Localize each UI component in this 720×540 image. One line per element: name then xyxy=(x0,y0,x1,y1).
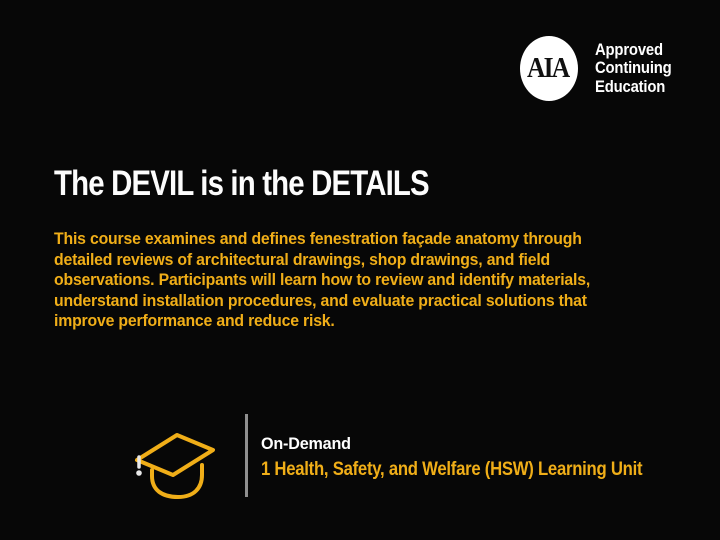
aia-logo-oval xyxy=(520,36,578,101)
description-line: This course examines and defines fenestration façade anatomy through xyxy=(54,229,582,248)
aia-logo-label xyxy=(595,41,672,97)
graduation-cap-icon xyxy=(126,424,226,516)
description-line: observations. Participants will learn how to review and identify materials, xyxy=(54,270,591,289)
aia-monogram: AIA xyxy=(527,52,569,84)
course-description xyxy=(54,229,590,332)
description-line: detailed reviews of architectural drawings, shop drawings, and field xyxy=(54,249,551,269)
footer-text-block xyxy=(261,434,694,481)
description-line: understand installation procedures, and evaluate practical solutions that xyxy=(54,290,587,310)
vertical-divider xyxy=(245,414,248,497)
delivery-mode-label: On-Demand xyxy=(261,434,351,453)
logo-label-line: Continuing xyxy=(595,59,672,78)
learning-unit-label: 1 Health, Safety, and Welfare (HSW) Learning Unit xyxy=(261,459,643,480)
description-line: improve performance and reduce risk. xyxy=(54,311,335,330)
tassel-dot xyxy=(136,470,142,476)
logo-label-line: Approved xyxy=(595,40,663,59)
logo-label-line: Education xyxy=(595,77,666,96)
aia-logo xyxy=(520,36,680,101)
course-title: The DEVIL is in the DETAILS xyxy=(54,164,429,203)
